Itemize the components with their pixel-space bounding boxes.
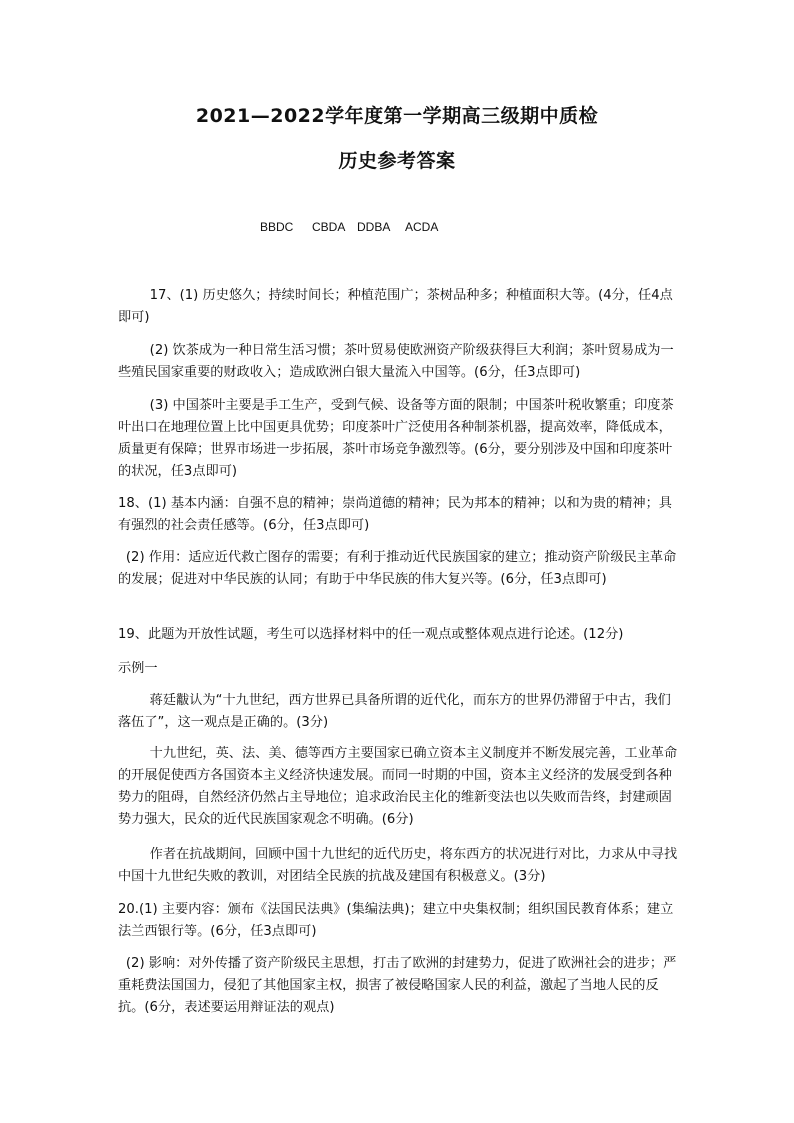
- mc-answers-group-4: ACDA: [405, 220, 439, 234]
- q19-paragraph-3: 作者在抗战期间，回顾中国十九世纪的近代历史，将东西方的状况进行对比，力求从中寻找中国十九世纪失败的教训，对团结全民族的抗战及建国有积极意义。(3分): [118, 847, 678, 884]
- q17-part3: (3) 中国茶叶主要是手工生产，受到气候、设备等方面的限制；中国茶叶税收繁重；印度茶叶出口在地理位置上比中国更具优势；印度茶叶广泛使用各种制茶机器，提高效率，降低成本，质量更有保障；世界市场进一步拓展，茶叶市场竞争激烈等。(6分，要分别涉及中国和印度茶叶的状况，任3点即可): [118, 398, 674, 479]
- mc-answers-group-2: CBDA: [312, 220, 346, 234]
- mc-answers-group-3: DDBA: [357, 220, 391, 234]
- q20-part2: (2) 影响：对外传播了资产阶级民主思想，打击了欧洲的封建势力，促进了欧洲社会的进步；严重耗费法国国力，侵犯了其他国家主权，损害了被侵略国家人民的利益，激起了当地人民的反抗。(6分，表述要运用辩证法的观点): [118, 956, 677, 1015]
- page-subtitle: 历史参考答案: [338, 150, 456, 172]
- q19-paragraph-1: 蒋廷黻认为“十九世纪，西方世界已具备所谓的近代化，而东方的世界仍滞留于中古，我们落伍了”，这一观点是正确的。(3分): [118, 693, 671, 730]
- q19-intro: 19、此题为开放性试题，考生可以选择材料中的任一观点或整体观点进行论述。(12分): [118, 627, 624, 642]
- q17-part1: 17、(1) 历史悠久；持续时间长；种植范围广；茶树品种多；种植面积大等。(4分，任4点即可): [118, 288, 673, 325]
- q19-example-label: 示例一: [118, 661, 158, 676]
- q20-part1: 20.(1) 主要内容：颁布《法国民法典》(集编法典)；建立中央集权制；组织国民教育体系；建立法兰西银行等。(6分，任3点即可): [118, 902, 674, 939]
- page-title: 2021—2022学年度第一学期高三级期中质检: [195, 105, 599, 127]
- mc-answers-group-1: BBDC: [260, 220, 294, 234]
- q17-part2: (2) 饮茶成为一种日常生活习惯；茶叶贸易使欧洲资产阶级获得巨大利润；茶叶贸易成为一些殖民国家重要的财政收入；造成欧洲白银大量流入中国等。(6分，任3点即可): [118, 343, 674, 380]
- q18-part1: 18、(1) 基本内涵：自强不息的精神；崇尚道德的精神；民为邦本的精神；以和为贵的精神；具有强烈的社会责任感等。(6分，任3点即可): [118, 496, 672, 533]
- q19-paragraph-2: 十九世纪，英、法、美、德等西方主要国家已确立资本主义制度并不断发展完善，工业革命的开展促使西方各国资本主义经济快速发展。而同一时期的中国，资本主义经济的发展受到各种势力的阻碍，自然经济仍然占主导地位；追求政治民主化的维新变法也以失败而告终，封建顽固势力强大，民众的近代民族国家观念不明确。(6分): [118, 746, 678, 827]
- q18-part2: (2) 作用：适应近代救亡图存的需要；有利于推动近代民族国家的建立；推动资产阶级民主革命的发展；促进对中华民族的认同；有助于中华民族的伟大复兴等。(6分，任3点即可): [118, 550, 677, 587]
